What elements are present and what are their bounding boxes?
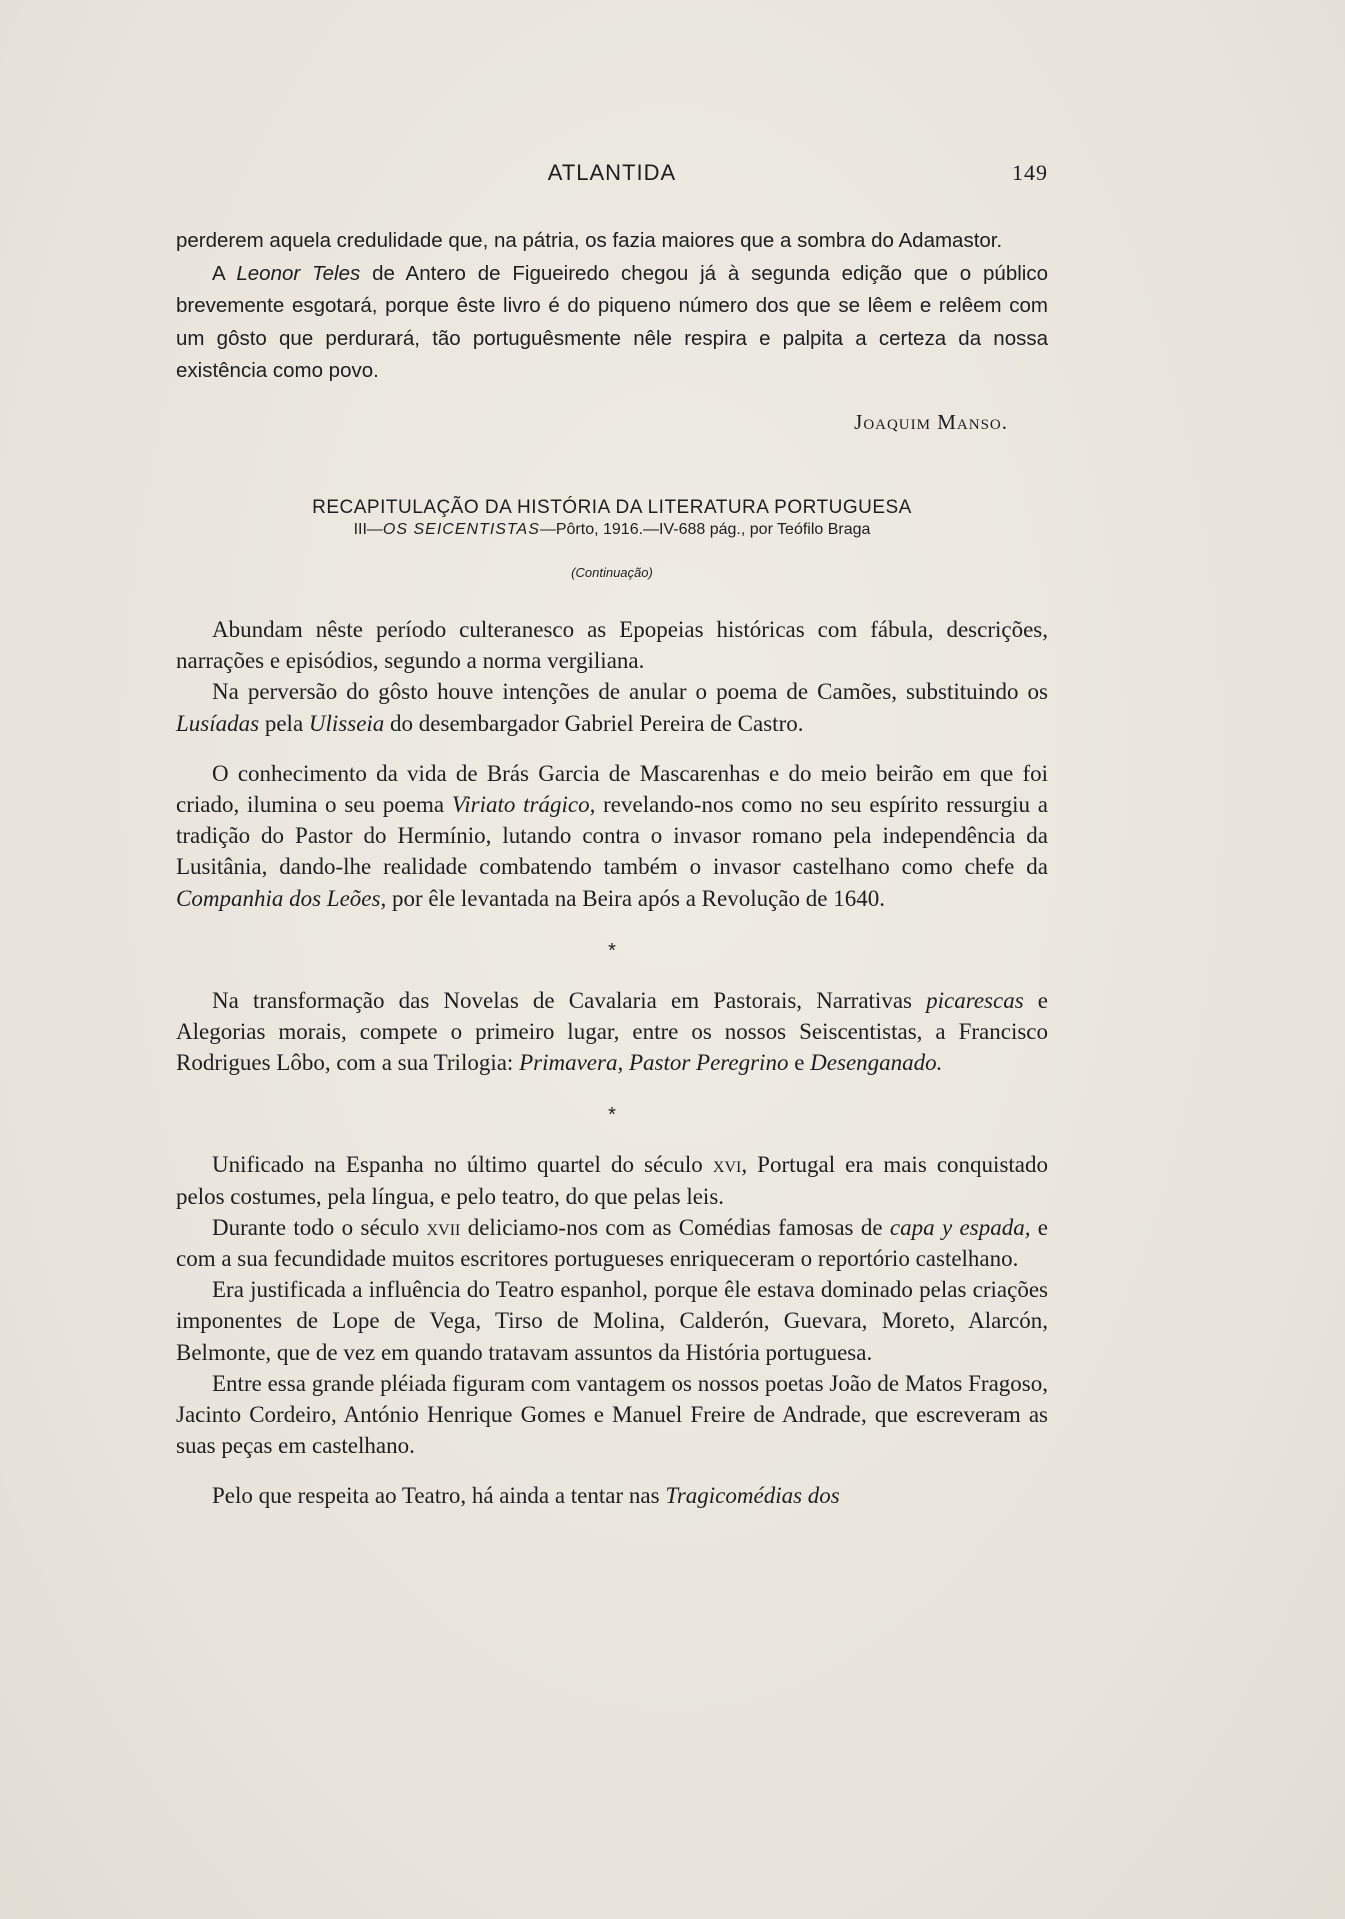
review-paragraph-1: perderem aquela credulidade que, na pátria, os fazia maiores que a sombra do Adamastor.	[176, 229, 1003, 252]
article-paragraph: Unificado na Espanha no último quartel do século xvi, Portugal era mais conquistado pelos costumes, pela língua, e pelo teatro, do que pelas leis.	[176, 1152, 1048, 1209]
article-paragraph: Durante todo o século xvii deliciamo-nos com as Comédias famosas de capa y espada, e com a sua fecundidade muitos escritores portugueses enriqueceram o reportório castelhano.	[176, 1214, 1049, 1272]
article-paragraph: Pelo que respeita ao Teatro, há ainda a tentar nas Tragicomédias dos	[212, 1483, 840, 1509]
article-paragraph: Abundam nêste período culteranesco as Epopeias históricas com fábula, descrições, narrações e episódios, segundo a norma vergiliana.	[176, 617, 1048, 674]
article-paragraph: Era justificada a influência do Teatro espanhol, porque êle estava dominado pelas criações imponentes de Lope de Vega, Tirso de Molina, Calderón, Guevara, Moreto, Alarcón, Belmonte, que de vez em quando tratavam assuntos da História portuguesa.	[176, 1277, 1048, 1365]
article-paragraph: Entre essa grande pléiada figuram com vantagem os nossos poetas João de Matos Fragoso, Jacinto Cordeiro, António Henrique Gomes e Manuel Freire de Andrade, que escreveram as suas peças em castelhano.	[176, 1370, 1048, 1459]
article-paragraph: Na perversão do gôsto houve intenções de anular o poema de Camões, substituindo os Lusíadas pela Ulisseia do desembargador Gabriel Pereira de Castro.	[176, 679, 1048, 736]
section-separator: *	[608, 1104, 616, 1127]
section-separator: *	[608, 939, 616, 962]
review-paragraph-2: A Leonor Teles de Antero de Figueiredo chegou já à segunda edição que o público brevemente esgotará, porque êste livro é do piqueno número dos que se lêem e relêem com um gôsto que perdurará, tão portuguêsmente nêle respira e palpita a certeza da nossa existência como povo.	[176, 261, 1048, 382]
journal-title: ATLANTIDA	[547, 160, 677, 185]
article-paragraph: O conhecimento da vida de Brás Garcia de Mascarenhas e do meio beirão em que foi criado, ilumina o seu poema Viriato trágico, revelando-nos como no seu espírito ressurgiu a tradição do Pastor do Hermínio, lutando contra o invasor romano pela independência da Lusitânia, dando-lhe realidade combatendo também o invasor castelhano como chefe da Companhia dos Leões, por êle levantada na Beira após a Revolução de 1640.	[176, 760, 1048, 911]
article-paragraph: Na transformação das Novelas de Cavalaria em Pastorais, Narrativas picarescas e Alegorias morais, compete o primeiro lugar, entre os nossos Seiscentistas, a Francisco Rodrigues Lôbo, com a sua Trilogia: Primavera, Pastor Peregrino e Desenganado.	[176, 987, 1048, 1076]
review-signature: Joaquim Manso.	[854, 409, 1008, 434]
review-section	[176, 225, 1048, 435]
page-number: 149	[1012, 160, 1048, 185]
article-subheading: III—OS SEICENTISTAS—Pôrto, 1916.—IV-688 pág., por Teófilo Braga	[353, 521, 871, 538]
article-heading: RECAPITULAÇÃO DA HISTÓRIA DA LITERATURA PORTUGUESA	[312, 497, 912, 518]
running-header	[176, 160, 1048, 192]
article-body	[176, 614, 1048, 1512]
book-title: Leonor Teles	[236, 261, 361, 285]
continuation-note: (Continuação)	[571, 565, 653, 580]
article-heading-block	[176, 497, 1048, 580]
